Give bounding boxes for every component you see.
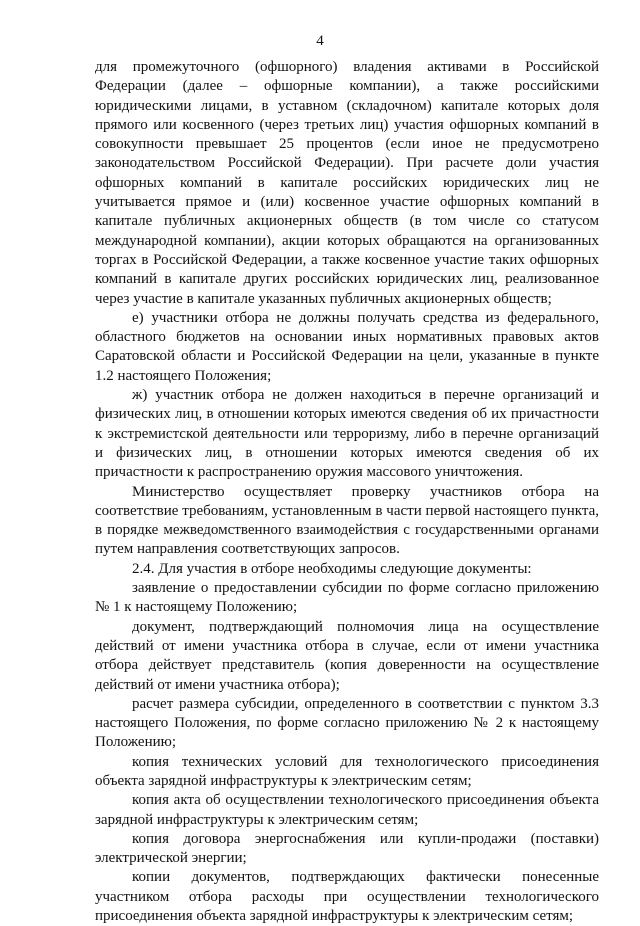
paragraph-technical-conditions: копия технических условий для технологического присоединения объекта зарядной инфраструктуры к электрическим сетям; (95, 753, 599, 789)
paragraph-authority-document: документ, подтверждающий полномочия лица на осуществление действий от имени участника отбора в случае, если от имени участника отбора действует представитель (копия доверенности на осуществление действий от имени участника отбора); (95, 618, 599, 693)
paragraph-application: заявление о предоставлении субсидии по форме согласно приложению № 1 к настоящему Положению; (95, 580, 599, 616)
paragraph-item-e: е) участники отбора не должны получать средства из федерального, областного бюджетов на основании иных нормативных правовых актов Саратовской области и Российской Федерации на цели, указанные в пункте 1.2 настоящего Положения; (95, 309, 599, 384)
paragraph-section-2-4: 2.4. Для участия в отборе необходимы следующие документы: (132, 560, 532, 577)
paragraph-subsidy-calculation: расчет размера субсидии, определенного в соответствии с пунктом 3.3 настоящего Положения, по форме согласно приложению № 2 к настоящему Положению; (95, 695, 599, 751)
document-body (95, 58, 599, 926)
paragraph-ministry-check: Министерство осуществляет проверку участников отбора на соответствие требованиям, установленным в части первой настоящего пункта, в порядке межведомственного взаимодействия с государственными органами путем направления соответствующих запросов. (95, 483, 599, 558)
page-number: 4 (316, 33, 324, 49)
paragraph-connection-act: копия акта об осуществлении технологического присоединения объекта зарядной инфраструктуры к электрическим сетям; (95, 792, 599, 828)
paragraph-energy-contract: копия договора энергоснабжения или купли-продажи (поставки) электрической энергии; (95, 830, 599, 867)
paragraph-expense-documents: копии документов, подтверждающих фактически понесенные участником отбора расходы при осуществлении технологического присоединения объекта зарядной инфраструктуры к электрическим сетям; (95, 869, 599, 925)
paragraph-item-zh: ж) участник отбора не должен находиться в перечне организаций и физических лиц, в отношении которых имеются сведения об их причастности к экстремистской деятельности или терроризму, либо в перечне организаций и физических лиц, в отношении которых имеются сведения об их причастности к распространению оружия массового уничтожения. (95, 387, 599, 481)
paragraph-offshore-continuation: для промежуточного (офшорного) владения активами в Российской Федерации (далее – офшорные компании), а также российскими юридическими лицами, в уставном (складочном) капитале которых доля прямого или косвенного (через третьих лиц) участия офшорных компаний в совокупности превышает 25 процентов (если иное не предусмотрено законодательством Российской Федерации). При расчете доли участия офшорных компаний в капитале российских юридических лиц не учитывается прямое и (или) косвенное участие офшорных компаний в капитале публичных акционерных обществ (в том числе со статусом международной компании), акции которых обращаются на организованных торгах в Российской Федерации, а также косвенное участие таких офшорных компаний в капитале других российских юридических лиц, реализованное через участие в капитале указанных публичных акционерных обществ; (95, 59, 599, 307)
